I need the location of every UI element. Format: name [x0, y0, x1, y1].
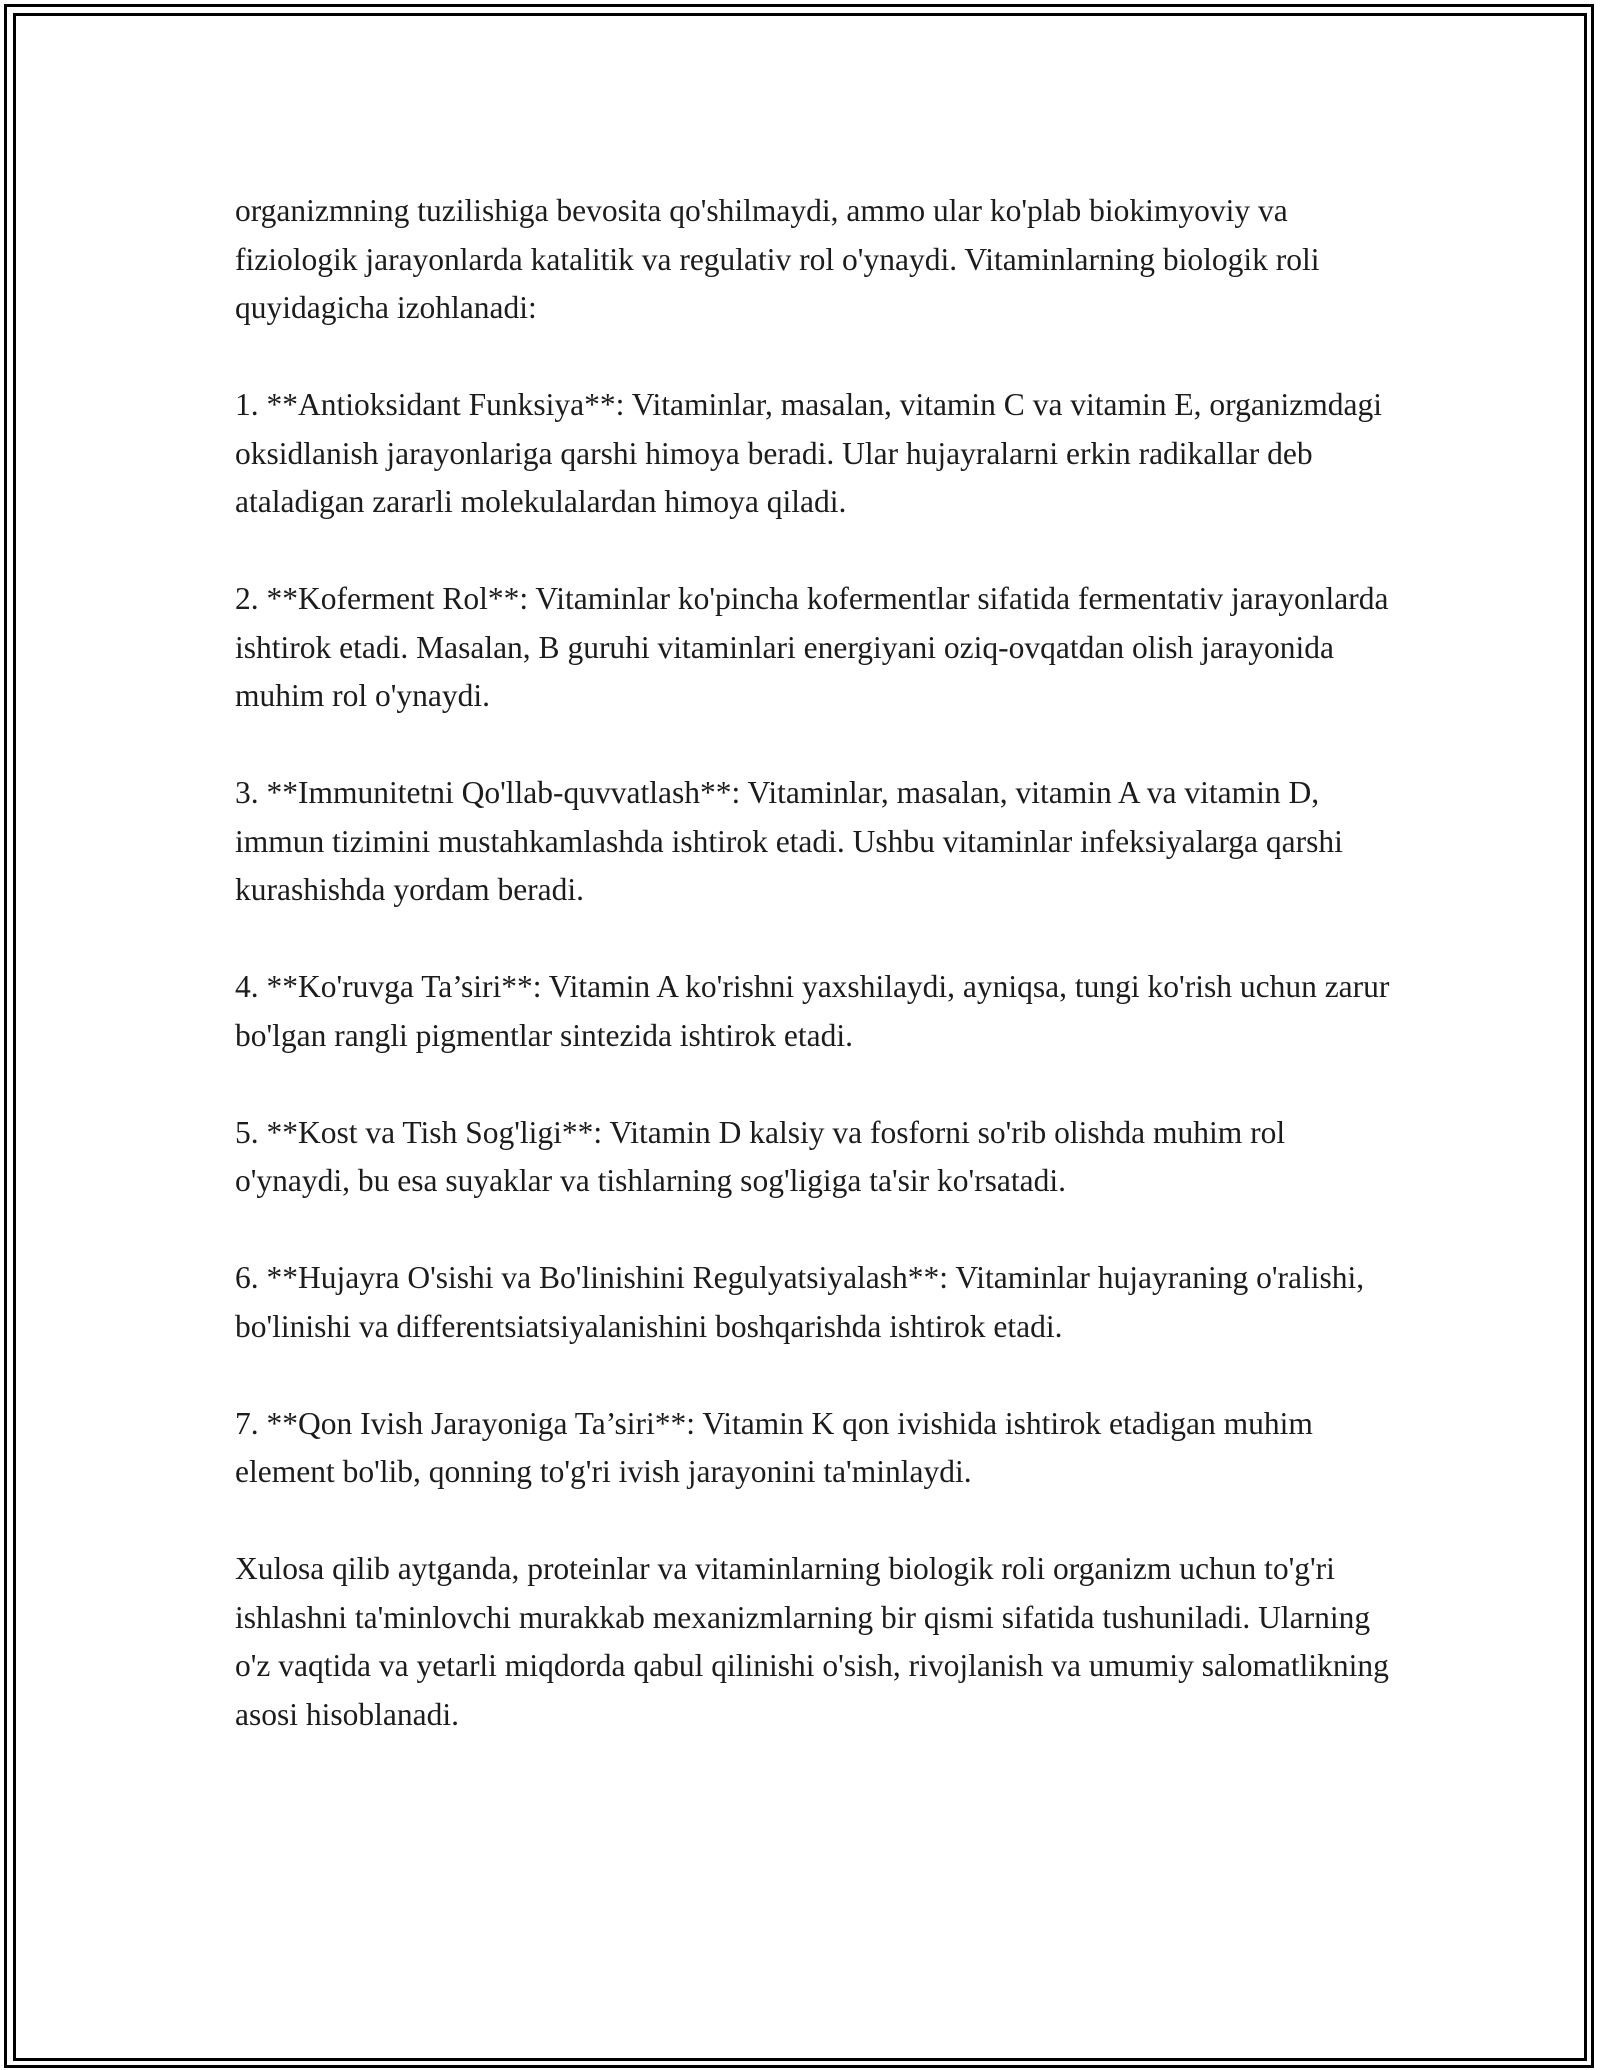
list-item-antioxidant: 1. **Antioksidant Funksiya**: Vitaminlar, masalan, vitamin C va vitamin E, organizmdagi oksidlanish jarayonlariga qarshi himoya beradi. Ular hujayralarni erkin radikallar deb ataladigan zararli molekulalardan himoya qiladi.	[235, 387, 1383, 519]
list-item-coenzyme: 2. **Koferment Rol**: Vitaminlar ko'pincha kofermentlar sifatida fermentativ jarayonlarda ishtirok etadi. Masalan, B guruhi vitaminlari energiyani oziq-ovqatdan olish jarayonida muhim rol o'ynaydi.	[235, 581, 1389, 713]
intro-paragraph: organizmning tuzilishiga bevosita qo'shilmaydi, ammo ular ko'plab biokimyoviy va fiziologik jarayonlarda katalitik va regulativ rol o'ynaydi. Vitaminlarning biologik roli quyidagicha izohlanadi:	[235, 193, 1320, 325]
list-item-vision: 4. **Ko'ruvga Ta’siri**: Vitamin A ko'rishni yaxshilaydi, ayniqsa, tungi ko'rish uchun zarur bo'lgan rangli pigmentlar sintezida ishtirok etadi.	[235, 969, 1390, 1053]
list-item-cell-growth: 6. **Hujayra O'sishi va Bo'linishini Regulyatsiyalash**: Vitaminlar hujayraning o'ralishi, bo'linishi va differentsiatsiyalanishini boshqarishda ishtirok etadi.	[235, 1260, 1365, 1344]
list-item-immunity: 3. **Immunitetni Qo'llab-quvvatlash**: Vitaminlar, masalan, vitamin A va vitamin D, immun tizimini mustahkamlashda ishtirok etadi. Ushbu vitaminlar infeksiyalarga qarshi kurashishda yordam beradi.	[235, 775, 1343, 907]
list-item-bone-teeth: 5. **Kost va Tish Sog'ligi**: Vitamin D kalsiy va fosforni so'rib olishda muhim rol o'ynaydi, bu esa suyaklar va tishlarning sog'ligiga ta'sir ko'rsatadi.	[235, 1114, 1286, 1198]
conclusion-paragraph: Xulosa qilib aytganda, proteinlar va vitaminlarning biologik roli organizm uchun to'g'ri ishlashni ta'minlovchi murakkab mexanizmlarning bir qismi sifatida tushuniladi. Ularning o'z vaqtida va yetarli miqdorda qabul qilinishi o'sish, rivojlanish va umumiy salomatlikning asosi hisoblanadi.	[235, 1551, 1389, 1732]
document-body	[235, 187, 1395, 1788]
list-item-blood-clotting: 7. **Qon Ivish Jarayoniga Ta’siri**: Vitamin K qon ivishida ishtirok etadigan muhim element bo'lib, qonning to'g'ri ivish jarayonini ta'minlaydi.	[235, 1405, 1313, 1489]
